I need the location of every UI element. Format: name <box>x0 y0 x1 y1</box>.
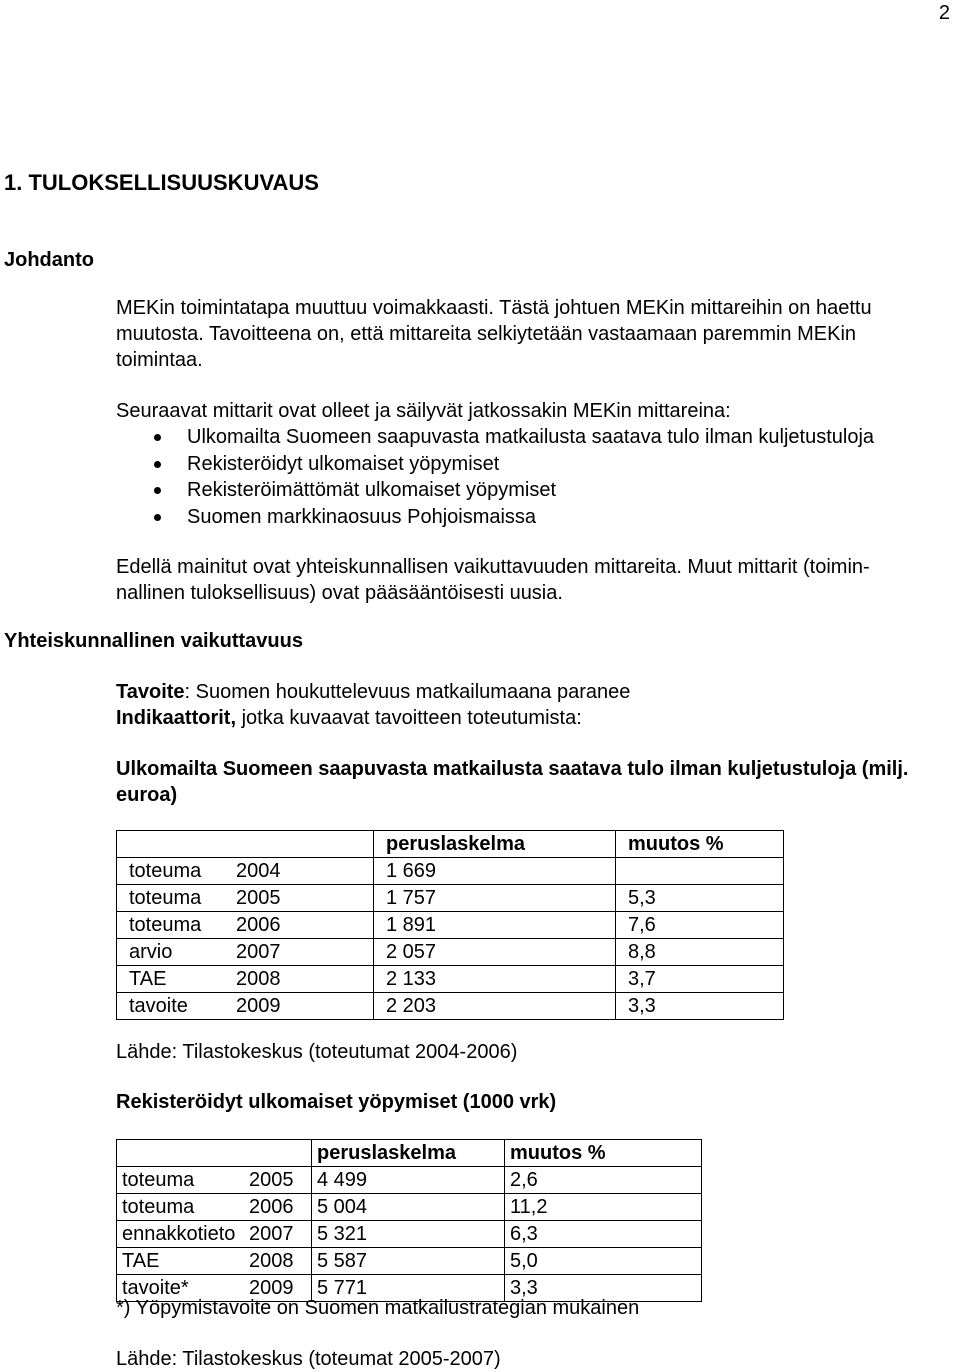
goal-line <box>116 679 630 705</box>
bullet-icon <box>154 461 161 468</box>
column-header: muutos % <box>505 1140 702 1167</box>
table-cell: 2006 <box>236 912 374 939</box>
table-row <box>117 885 784 912</box>
table-row <box>117 1221 702 1248</box>
table-cell: 2 203 <box>374 993 616 1020</box>
table2-title: Rekisteröidyt ulkomaiset yöpymiset (1000 vrk) <box>116 1091 557 1113</box>
table-cell: toteuma <box>117 1194 250 1221</box>
table-cell: 3,3 <box>505 1275 702 1302</box>
table-cell: 2008 <box>249 1248 312 1275</box>
table-cell: 2009 <box>249 1275 312 1302</box>
column-header: muutos % <box>616 831 784 858</box>
goal-text: : Suomen houkuttelevuus matkailumaana paranee <box>184 681 631 703</box>
page-number: 2 <box>938 2 950 24</box>
table-cell: 2 057 <box>374 939 616 966</box>
table-cell: 2008 <box>236 966 374 993</box>
table-cell: 2006 <box>249 1194 312 1221</box>
indicators-lead-text: Seuraavat mittarit ovat olleet ja säilyvät jatkossakin MEKin mittareina: <box>116 400 731 422</box>
table1-source: Lähde: Tilastokeskus (toteutumat 2004-2006) <box>116 1041 518 1063</box>
table-cell: 2007 <box>236 939 374 966</box>
list-item <box>116 424 874 451</box>
indicators-label: Indikaattorit, <box>116 707 237 729</box>
list-item-label: Suomen markkinaosuus Pohjoismaissa <box>187 505 537 528</box>
bullet-icon <box>154 434 161 441</box>
bullet-icon <box>154 514 161 521</box>
indicators-line <box>116 705 582 731</box>
table-cell: 1 669 <box>374 858 616 885</box>
table-cell: 5 004 <box>312 1194 505 1221</box>
table-cell: TAE <box>117 1248 250 1275</box>
subsection-heading: Yhteiskunnallinen vaikuttavuus <box>4 630 303 652</box>
table-cell <box>616 858 784 885</box>
table-row <box>117 858 784 885</box>
table-row <box>117 1167 702 1194</box>
intro-heading: Johdanto <box>4 249 94 271</box>
table-cell: 2005 <box>236 885 374 912</box>
table-cell: 3,7 <box>616 966 784 993</box>
list-item-label: Rekisteröidyt ulkomaiset yöpymiset <box>187 452 500 475</box>
table-cell: 7,6 <box>616 912 784 939</box>
table-cell: 6,3 <box>505 1221 702 1248</box>
column-header: peruslaskelma <box>374 831 616 858</box>
table-cell: 1 757 <box>374 885 616 912</box>
table-cell: 2 133 <box>374 966 616 993</box>
table-cell: toteuma <box>117 858 237 885</box>
list-item-label: Rekisteröimättömät ulkomaiset yöpymiset <box>187 479 557 501</box>
table-cell: 2004 <box>236 858 374 885</box>
column-header: peruslaskelma <box>312 1140 505 1167</box>
note-paragraph <box>116 554 946 606</box>
table-row <box>117 993 784 1020</box>
list-item <box>116 477 874 504</box>
table-cell: 5 771 <box>312 1275 505 1302</box>
table-cell: 3,3 <box>616 993 784 1020</box>
table-cell: toteuma <box>117 885 237 912</box>
table1-title: Ulkomailta Suomeen saapuvasta matkailusta saatava tulo ilman kuljetustuloja (milj. euroa) <box>116 758 909 806</box>
table-cell: toteuma <box>117 912 237 939</box>
list-item-label: Ulkomailta Suomeen saapuvasta matkailusta saatava tulo ilman kuljetustuloja <box>187 426 875 448</box>
note-line: nallinen tuloksellisuus) ovat pääsääntöisesti uusia. <box>116 582 563 604</box>
indicator-list <box>116 424 874 530</box>
table-row <box>117 966 784 993</box>
table-cell: tavoite <box>117 993 237 1020</box>
indicators-text: jotka kuvaavat tavoitteen toteutumista: <box>236 707 582 729</box>
table-cell: TAE <box>117 966 237 993</box>
table-row <box>117 939 784 966</box>
table-cell <box>117 831 237 858</box>
overnights-table <box>116 1139 702 1302</box>
goal-label: Tavoite <box>116 681 185 703</box>
table-cell: ennakkotieto <box>117 1221 250 1248</box>
table-header-row <box>117 1140 702 1167</box>
table-cell: 5 587 <box>312 1248 505 1275</box>
table-cell: 5,3 <box>616 885 784 912</box>
table-cell <box>249 1140 312 1167</box>
table2-source: Lähde: Tilastokeskus (toteumat 2005-2007) <box>116 1348 501 1370</box>
note-line: Edellä mainitut ovat yhteiskunnallisen vaikuttavuuden mittareita. Muut mittarit (toimin- <box>116 556 870 578</box>
list-item <box>116 451 874 478</box>
intro-paragraph: MEKin toimintatapa muuttuu voimakkaasti. Tästä johtuen MEKin mittareihin on haettu muutosta. Tavoitteena on, että mittareita selkiytetään vastaamaan paremmin MEKin toimintaa. <box>116 297 872 371</box>
table-cell <box>236 831 374 858</box>
table-row <box>117 1248 702 1275</box>
bullet-icon <box>154 487 161 494</box>
table-cell: 2007 <box>249 1221 312 1248</box>
table2-footnote: *) Yöpymistavoite on Suomen matkailustrategian mukainen <box>116 1297 640 1319</box>
table-row <box>117 1194 702 1221</box>
income-table <box>116 830 784 1020</box>
table-header-row <box>117 831 784 858</box>
table-cell: 2,6 <box>505 1167 702 1194</box>
table-cell: arvio <box>117 939 237 966</box>
table-cell: 11,2 <box>505 1194 702 1221</box>
table-cell: 5 321 <box>312 1221 505 1248</box>
table-cell: 5,0 <box>505 1248 702 1275</box>
table-cell: 1 891 <box>374 912 616 939</box>
table-cell: 2009 <box>236 993 374 1020</box>
table-cell <box>117 1140 250 1167</box>
section-heading: 1. TULOKSELLISUUSKUVAUS <box>4 170 319 195</box>
table-cell: 8,8 <box>616 939 784 966</box>
table-cell: toteuma <box>117 1167 250 1194</box>
table-cell: tavoite* <box>117 1275 250 1302</box>
list-item <box>116 504 874 531</box>
table-cell: 4 499 <box>312 1167 505 1194</box>
table-row <box>117 912 784 939</box>
table-cell: 2005 <box>249 1167 312 1194</box>
